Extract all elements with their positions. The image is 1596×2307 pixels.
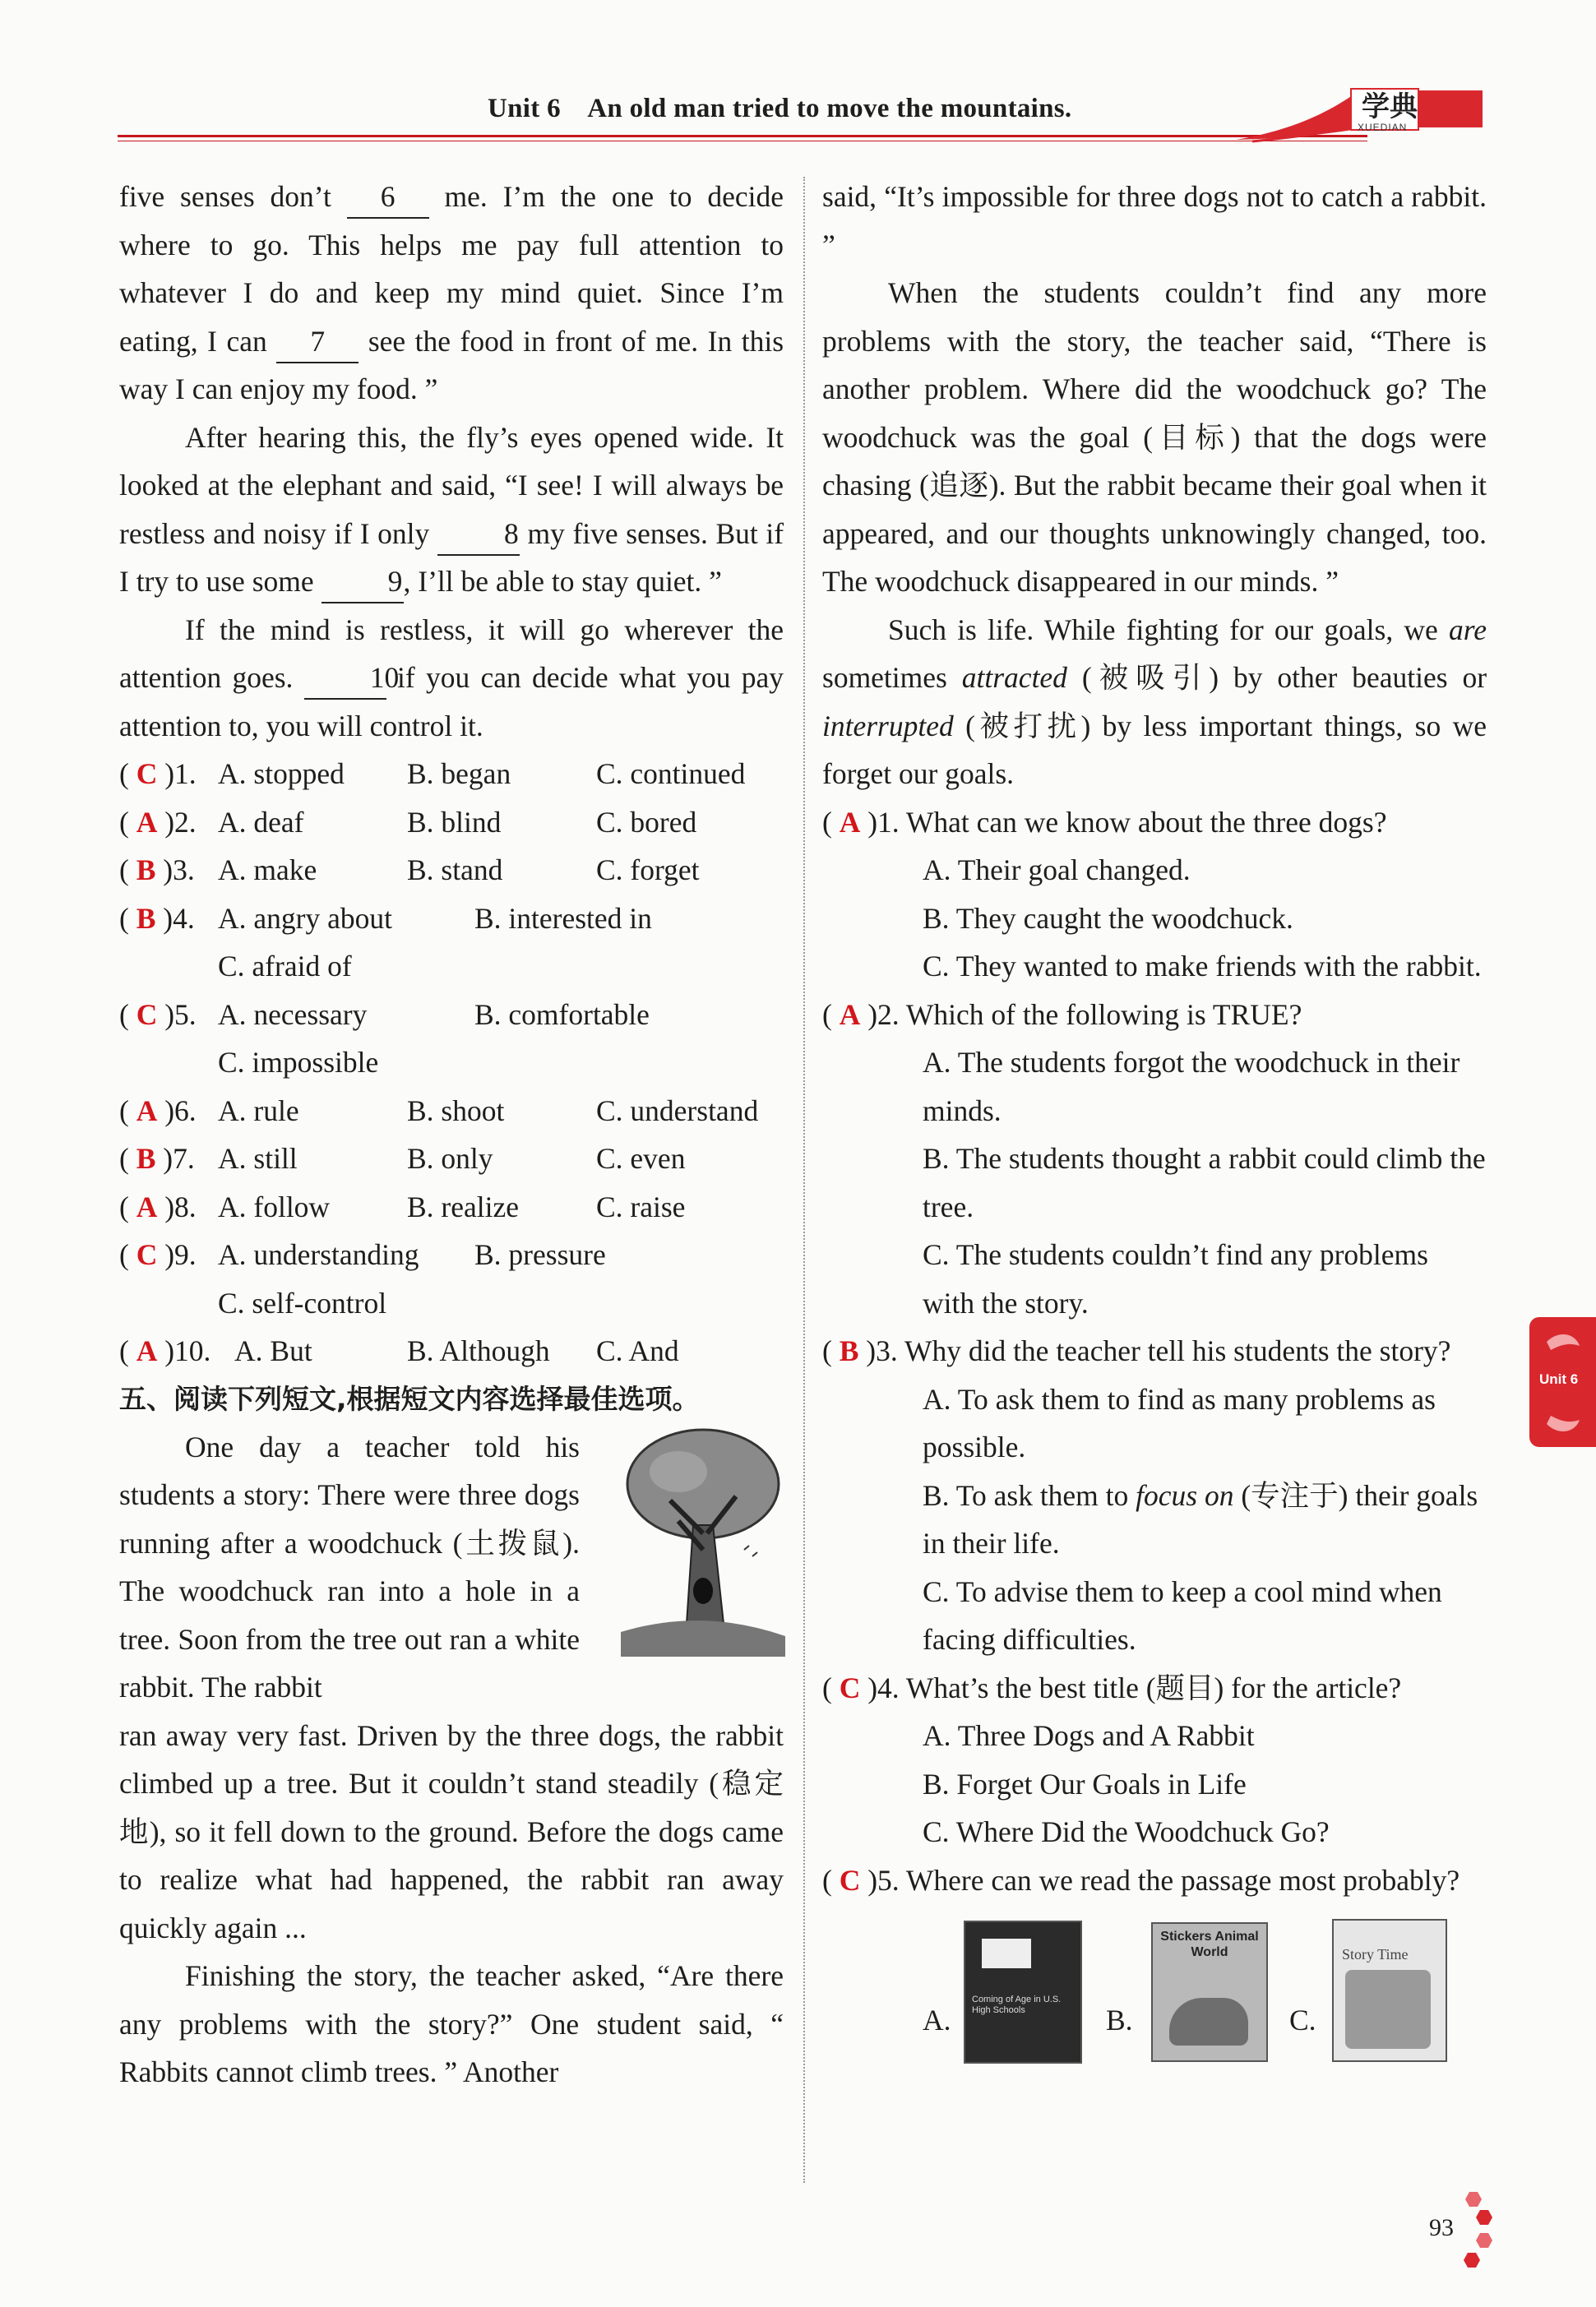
answer-mark: C — [136, 757, 158, 790]
option: C. They wanted to make friends with the rabbit. — [923, 950, 1482, 982]
passage-paragraph: five senses don’t 6 me. I’m the one to decide where to go. This helps me pay full attention to whatever I do and keep my mind quiet. Since I’m eating, I can 7 see the food in front of me. In this way I can enjoy my food. ” — [119, 173, 784, 414]
option-label-b: B. — [1106, 2004, 1133, 2037]
passage-paragraph: Finishing the story, the teacher asked, “Are there any problems with the story?” One student said, “ Rabbits cannot climb trees. ” Another — [119, 1959, 784, 2088]
question-stem: ( A )1. What can we know about the three dogs? — [822, 805, 1387, 839]
answer-mark: C — [136, 1238, 158, 1271]
cloze-item: ( A )10. A. But B. Although C. And — [119, 1334, 679, 1367]
option: A. The students forgot the woodchuck in their minds. — [923, 1046, 1460, 1127]
cloze-item-cont: C. self-control — [218, 1286, 387, 1320]
answer-mark: A — [136, 1093, 158, 1127]
cloze-item: ( C )9. A. understanding B. pressure — [119, 1238, 606, 1271]
book-cover-c: Story Time — [1332, 1919, 1447, 2062]
answer-mark: A — [136, 1334, 158, 1367]
logo-subtitle: XUEDIAN — [1358, 122, 1408, 133]
passage-paragraph: ran away very fast. Driven by the three dogs, the rabbit climbed up a tree. But it couldn’t stand steadily (稳定地), so it fell down to the ground. Before the dogs came to realize what had happened, the rabbit ran away quickly again ... — [119, 1718, 784, 1944]
question-5 — [822, 1856, 1487, 1905]
reading-passage — [119, 1423, 784, 2097]
column-divider — [803, 177, 805, 2183]
logo: 学典 — [1362, 90, 1418, 123]
blank-8: 8 — [437, 513, 520, 556]
cloze-item: ( B )3. A. make B. stand C. forget — [119, 853, 700, 886]
passage-paragraph: Such is life. While fighting for our goals, we are sometimes attracted (被吸引) by other beauties or interrupted (被打扰) by less important things, so we forget our goals. — [822, 613, 1487, 790]
cloze-item-cont: C. impossible — [218, 1046, 379, 1079]
cloze-item: ( B )7. A. still B. only C. even — [119, 1142, 686, 1175]
option: B. They caught the woodchuck. — [923, 901, 1293, 935]
option: B. Forget Our Goals in Life — [923, 1767, 1247, 1801]
section-heading: 五、阅读下列短文,根据短文内容选择最佳选项。 — [119, 1382, 700, 1415]
answer-mark: A — [136, 805, 158, 839]
unit-title: Unit 6 An old man tried to move the mountains. — [488, 94, 1072, 123]
header-rule — [118, 135, 1367, 137]
book-cover-b: Stickers Animal World — [1151, 1922, 1268, 2062]
question-stem: ( C )5. Where can we read the passage most probably? — [822, 1863, 1460, 1897]
tree-illustration — [621, 1426, 785, 1657]
answer-mark: C — [839, 1671, 861, 1704]
blank-9: 9 — [322, 561, 404, 603]
blank-6: 6 — [347, 176, 429, 219]
question-stem: ( C )4. What’s the best title (题目) for the article? — [822, 1671, 1402, 1704]
option: C. The students couldn’t find any problems with the story. — [923, 1238, 1428, 1320]
passage-paragraph: After hearing this, the fly’s eyes opened wide. It looked at the elephant and said, “I see! I will always be restless and noisy if I only 8 my five senses. But if I try to use some 9, I’ll be able to stay quiet. ” — [119, 414, 784, 606]
cloze-item: ( B )4. A. angry about B. interested in — [119, 901, 652, 935]
answer-mark: B — [136, 901, 156, 935]
passage-paragraph: said, “It’s impossible for three dogs not to catch a rabbit. ” — [822, 180, 1487, 261]
answer-mark: A — [839, 997, 861, 1031]
option: B. To ask them to focus on (专注于) their goals in their life. — [923, 1478, 1478, 1560]
question-4 — [822, 1664, 1487, 1856]
answer-mark: A — [136, 1190, 158, 1223]
left-column — [119, 173, 784, 2097]
cloze-item: ( A )6. A. rule B. shoot C. understand — [119, 1093, 759, 1127]
page-number-decoration — [1431, 2187, 1497, 2277]
answer-mark: B — [136, 1142, 156, 1175]
question-1 — [822, 798, 1487, 991]
option: C. Where Did the Woodchuck Go? — [923, 1815, 1330, 1848]
blank-7: 7 — [276, 321, 359, 363]
answer-mark: B — [136, 853, 156, 886]
page-header — [118, 82, 1491, 148]
passage-paragraph: If the mind is restless, it will go wherever the attention goes. 10 if you can decide what you pay attention to, you will control it. — [119, 613, 784, 742]
question-stem: ( B )3. Why did the teacher tell his students the story? — [822, 1334, 1451, 1367]
cloze-item: ( A )2. A. deaf B. blind C. bored — [119, 805, 697, 839]
answer-mark: C — [136, 997, 158, 1031]
answer-mark: B — [839, 1334, 859, 1367]
option-label-c: C. — [1289, 2004, 1316, 2037]
answer-mark: C — [839, 1863, 861, 1897]
option-label-a: A. — [923, 2004, 951, 2037]
cloze-item: ( C )1. A. stopped B. began C. continued — [119, 757, 746, 790]
book-options — [822, 1904, 1487, 2060]
question-stem: ( A )2. Which of the following is TRUE? — [822, 997, 1302, 1031]
question-3 — [822, 1327, 1487, 1664]
side-tab-label: Unit 6 — [1539, 1371, 1579, 1387]
cloze-item: ( C )5. A. necessary B. comfortable — [119, 997, 650, 1031]
cloze-options — [119, 750, 784, 1375]
passage-paragraph: When the students couldn’t find any more problems with the story, the teacher said, “There is another problem. Where did the woodchuck go? The woodchuck was the goal (目标) that the dogs were chasing (追逐). But the rabbit became their goal when it appeared, and our thoughts unknowingly changed, too. The woodchuck disappeared in our minds. ” — [822, 276, 1487, 598]
answer-mark: A — [839, 805, 861, 839]
blank-10: 10 — [304, 657, 386, 700]
cloze-item: ( A )8. A. follow B. realize C. raise — [119, 1190, 686, 1223]
passage-paragraph: One day a teacher told his students a story: There were three dogs running after a woodchuck (土拨鼠). The woodchuck ran into a hole in a tree. Soon from the tree out ran a white rabbit. The rabbit — [119, 1430, 580, 1704]
question-2 — [822, 991, 1487, 1328]
cloze-item-cont: C. afraid of — [218, 950, 352, 982]
option: A. Their goal changed. — [923, 853, 1191, 886]
option: A. Three Dogs and A Rabbit — [923, 1719, 1255, 1752]
option: C. To advise them to keep a cool mind when facing difficulties. — [923, 1574, 1442, 1656]
option: B. The students thought a rabbit could climb the tree. — [923, 1142, 1486, 1223]
right-column — [822, 173, 1487, 2060]
book-cover-a: Coming of Age in U.S. High Schools — [964, 1921, 1082, 2064]
page-number: 93 — [1429, 2214, 1454, 2241]
option: A. To ask them to find as many problems as possible. — [923, 1382, 1436, 1463]
